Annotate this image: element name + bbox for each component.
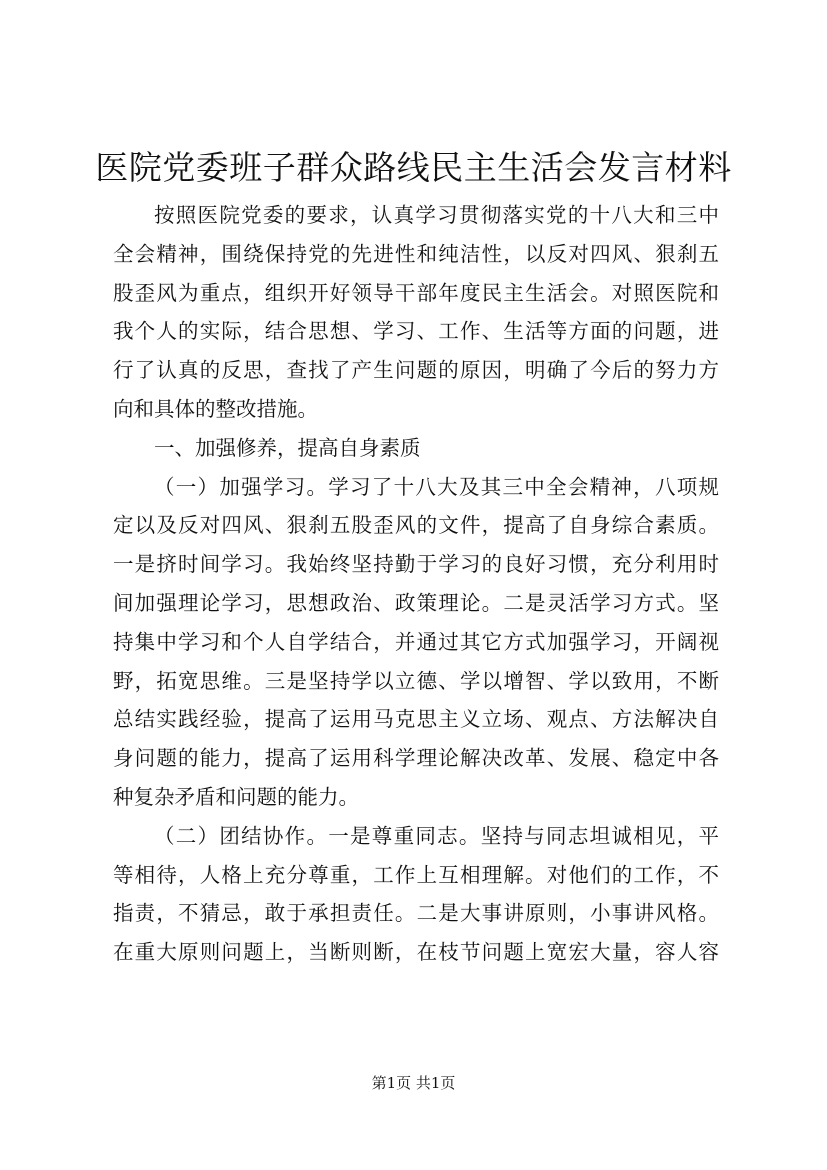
body-line: 指责，不猜忌，敢于承担责任。二是大事讲原则，小事讲风格。 <box>113 901 719 926</box>
section-heading: 一、加强修养，提高自身素质 <box>154 435 421 460</box>
body-line: 间加强理论学习，思想政治、政策理论。二是灵活学习方式。坚 <box>113 590 719 615</box>
body-line: （一）加强学习。学习了十八大及其三中全会精神，八项规 <box>154 474 719 499</box>
body-line: 等相待，人格上充分尊重，工作上互相理解。对他们的工作，不 <box>113 862 719 887</box>
body-line: 一是挤时间学习。我始终坚持勤于学习的良好习惯，充分利用时 <box>113 552 719 577</box>
body-line: 持集中学习和个人自学结合，并通过其它方式加强学习，开阔视 <box>113 629 719 654</box>
body-line: 种复杂矛盾和问题的能力。 <box>113 784 359 809</box>
body-line: 总结实践经验，提高了运用马克思主义立场、观点、方法解决自 <box>113 707 719 732</box>
page-footer: 第1页 共1页 <box>371 1074 456 1092</box>
body-line: 在重大原则问题上，当断则断，在枝节问题上宽宏大量，容人容 <box>113 940 719 965</box>
body-line: 我个人的实际，结合思想、学习、工作、生活等方面的问题，进 <box>113 319 719 344</box>
body-line: 按照医院党委的要求，认真学习贯彻落实党的十八大和三中 <box>154 203 719 227</box>
body-line: 股歪风为重点，组织开好领导干部年度民主生活会。对照医院和 <box>113 280 719 305</box>
body-line: 全会精神，围绕保持党的先进性和纯洁性，以反对四风、狠刹五 <box>113 241 719 266</box>
body-line: （二）团结协作。一是尊重同志。坚持与同志坦诚相见，平 <box>154 823 719 848</box>
document-body <box>113 196 719 972</box>
body-line: 向和具体的整改措施。 <box>113 396 318 421</box>
body-line: 野，拓宽思维。三是坚持学以立德、学以增智、学以致用，不断 <box>113 668 719 693</box>
body-line: 定以及反对四风、狠刹五股歪风的文件，提高了自身综合素质。 <box>113 513 719 538</box>
document-title: 医院党委班子群众路线民主生活会发言材料 <box>95 148 732 187</box>
body-line: 身问题的能力，提高了运用科学理论解决改革、发展、稳定中各 <box>113 746 719 771</box>
body-line: 行了认真的反思，查找了产生问题的原因，明确了今后的努力方 <box>113 358 719 383</box>
